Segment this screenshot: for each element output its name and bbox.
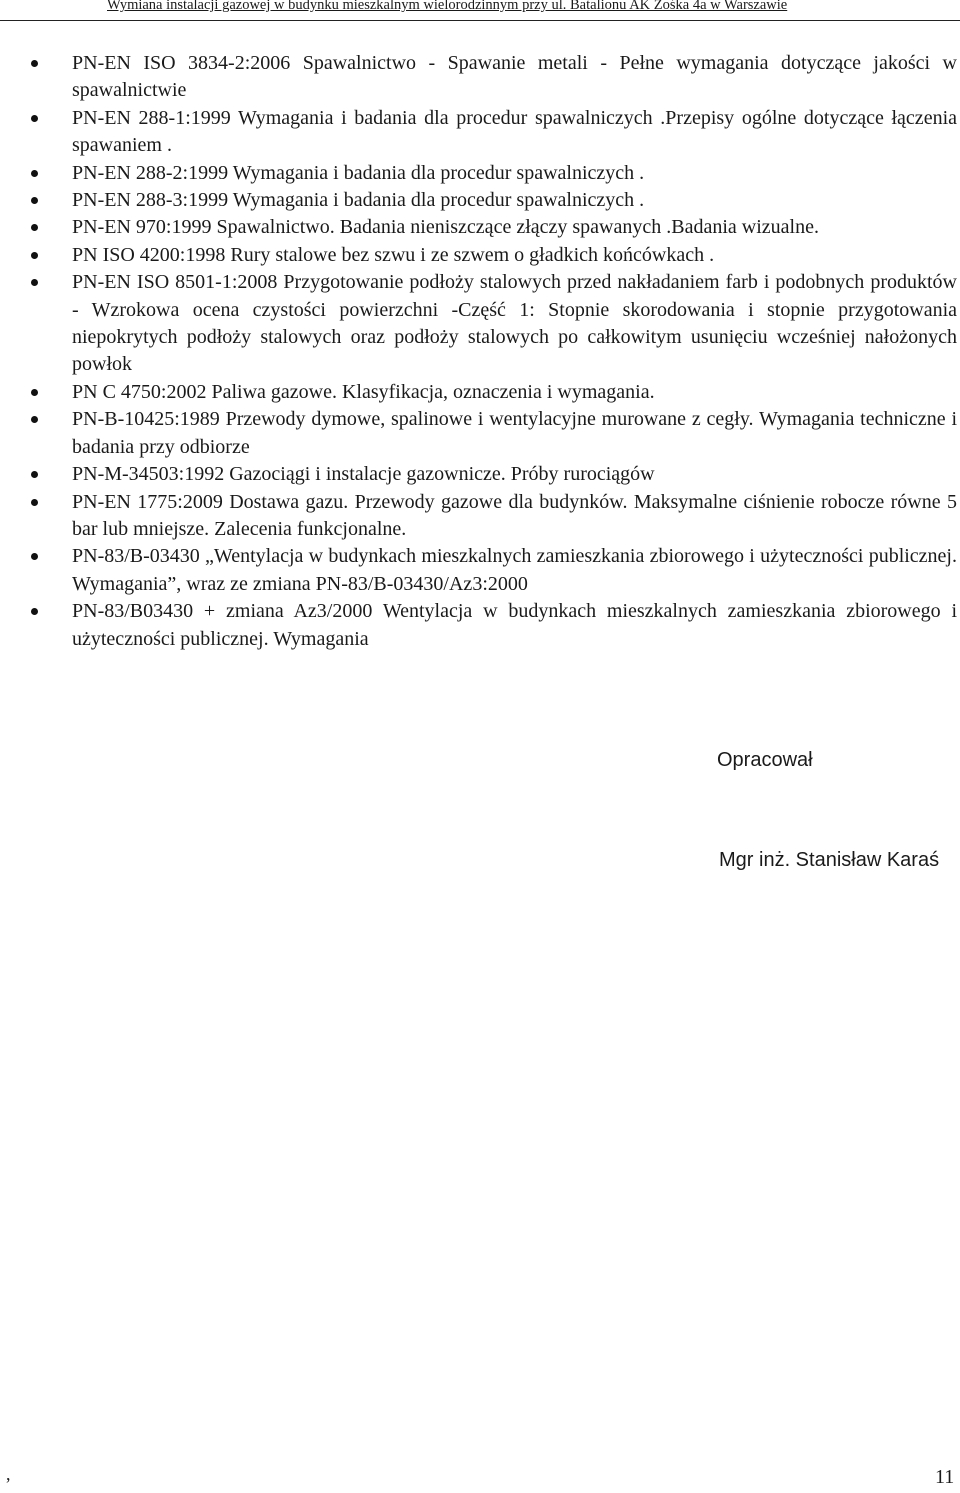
list-item-text: PN ISO 4200:1998 Rury stalowe bez szwu i ze szwem o gładkich końcówkach . bbox=[72, 243, 715, 266]
list-item-text: PN-B-10425:1989 Przewody dymowe, spalinowe i wentylacyjne murowane z cegły. Wymagania techniczne i badania przy odbiorze bbox=[72, 408, 957, 458]
bullet-icon bbox=[31, 224, 38, 231]
bullet-icon bbox=[31, 60, 38, 67]
list-item-text: PN-EN 288-3:1999 Wymagania i badania dla procedur spawalniczych . bbox=[72, 189, 645, 212]
list-item bbox=[27, 50, 957, 105]
bullet-icon bbox=[31, 608, 38, 615]
list-item bbox=[27, 543, 957, 598]
bullet-icon bbox=[31, 389, 38, 396]
author-name: Mgr inż. Stanisław Karaś bbox=[719, 849, 940, 871]
list-item-text: PN-M-34503:1992 Gazociągi i instalacje gazownicze. Próby rurociągów bbox=[72, 463, 655, 486]
list-item bbox=[27, 105, 957, 160]
list-item-text: PN-EN 970:1999 Spawalnictwo. Badania nieniszczące złączy spawanych .Badania wizualne. bbox=[72, 216, 819, 239]
list-item bbox=[27, 214, 957, 241]
list-item-text: PN-EN ISO 8501-1:2008 Przygotowanie podłoży stalowych przed nakładaniem farb i podobnych produktów - Wzrokowa ocena czystości powierzchni -Część 1: Stopnie skorodowania i stopnie przygotowania niepokrytych podłoży stalowych oraz podłoży stalowych po całkowitym usunięciu wcześniej nałożonych powłok bbox=[72, 271, 957, 376]
list-item bbox=[27, 406, 957, 461]
list-item bbox=[27, 160, 957, 187]
bullet-icon bbox=[31, 499, 38, 506]
footer-mark: , bbox=[6, 1464, 11, 1484]
page-number: 11 bbox=[935, 1466, 955, 1488]
bullet-icon bbox=[31, 416, 38, 423]
list-item-text: PN-EN 288-1:1999 Wymagania i badania dla procedur spawalniczych .Przepisy ogólne dotyczące łączenia spawaniem . bbox=[72, 106, 957, 157]
list-item bbox=[27, 242, 957, 269]
bullet-icon bbox=[31, 553, 38, 560]
list-item bbox=[27, 489, 957, 544]
list-item bbox=[27, 187, 957, 214]
list-item-text: PN-EN ISO 3834-2:2006 Spawalnictwo - Spawanie metali - Pełne wymagania dotyczące jakości w spawalnictwie bbox=[72, 52, 957, 102]
prepared-by-label: Opracował bbox=[717, 749, 813, 771]
list-item-text: PN-EN 1775:2009 Dostawa gazu. Przewody gazowe dla budynków. Maksymalne ciśnienie robocze równe 5 bar lub mniejsze. Zalecenia funkcjonalne. bbox=[72, 490, 957, 540]
list-item bbox=[27, 269, 957, 379]
list-item bbox=[27, 598, 957, 653]
bullet-icon bbox=[31, 471, 38, 478]
bullet-icon bbox=[31, 115, 38, 122]
bullet-icon bbox=[31, 170, 38, 177]
standards-list bbox=[27, 50, 957, 653]
list-item-text: PN C 4750:2002 Paliwa gazowe. Klasyfikacja, oznaczenia i wymagania. bbox=[72, 380, 655, 403]
list-item bbox=[27, 379, 957, 406]
page-header bbox=[0, 0, 960, 21]
list-item-text: PN-83/B03430 + zmiana Az3/2000 Wentylacja w budynkach mieszkalnych zamieszkania zbiorowego i użyteczności publicznej. Wymagania bbox=[72, 600, 957, 650]
list-item-text: PN-EN 288-2:1999 Wymagania i badania dla procedur spawalniczych . bbox=[72, 161, 645, 184]
bullet-icon bbox=[31, 279, 38, 286]
bullet-icon bbox=[31, 252, 38, 259]
list-item bbox=[27, 461, 957, 488]
bullet-icon bbox=[31, 197, 38, 204]
header-title: Wymiana instalacji gazowej w budynku mieszkalnym wielorodzinnym przy ul. Batalionu AK Zośka 4a w Warszawie bbox=[107, 0, 788, 13]
list-item-text: PN-83/B-03430 „Wentylacja w budynkach mieszkalnych zamieszkania zbiorowego i użyteczności publicznej. Wymagania”, wraz ze zmiana PN-83/B-03430/Az3:2000 bbox=[72, 545, 957, 595]
